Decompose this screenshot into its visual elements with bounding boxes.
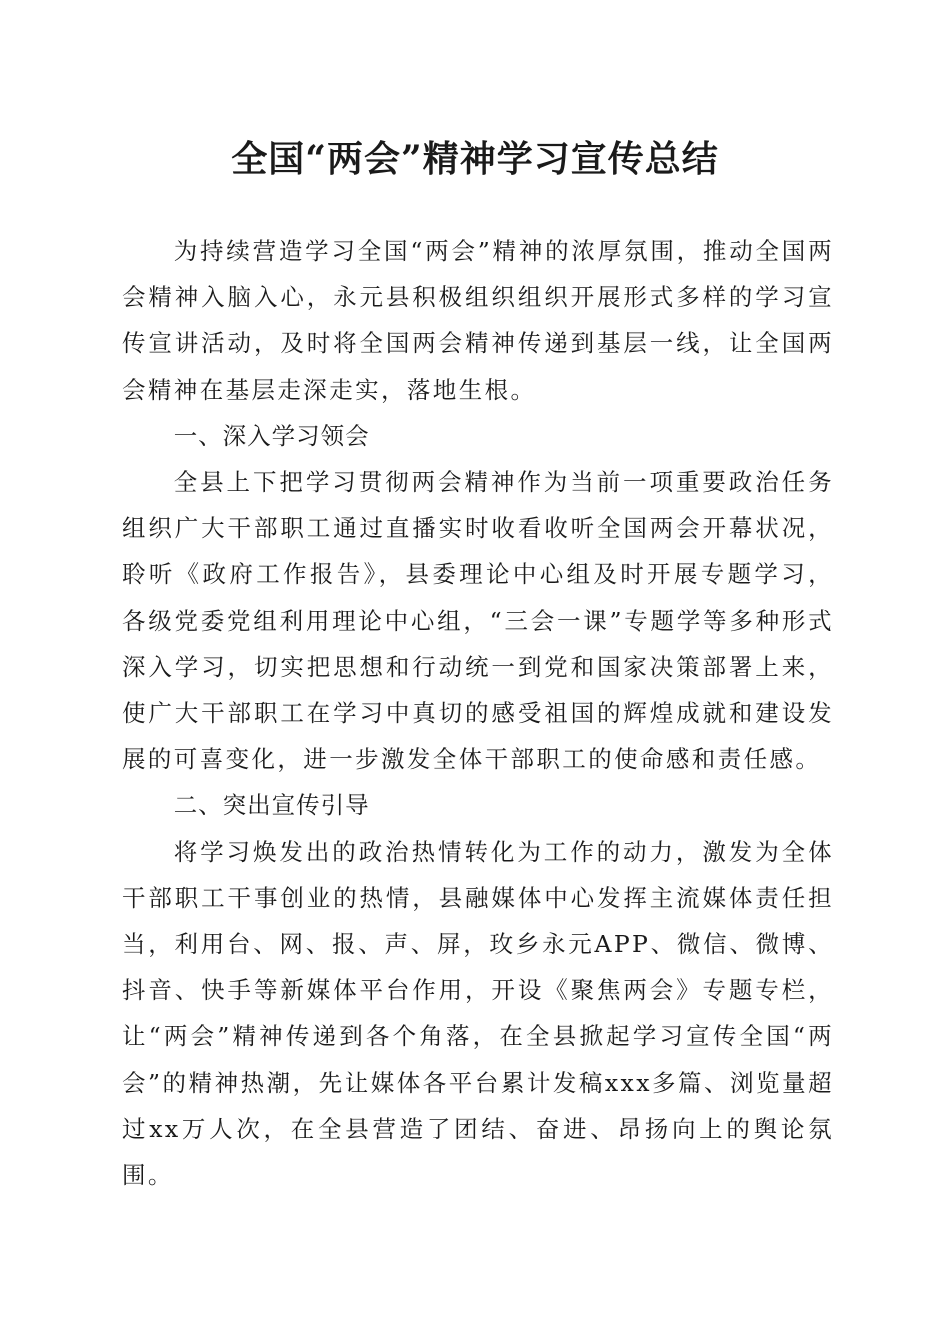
intro-paragraph: 为持续营造学习全国“两会”精神的浓厚氛围，推动全国两会精神入脑入心，永元县积极组织组织开展形式多样的学习宣传宣讲活动，及时将全国两会精神传递到基层一线，让全国两会精神在基层走深走实，落地生根。 (122, 237, 834, 404)
document-title: 全国“两会”精神学习宣传总结 (231, 138, 719, 180)
section-1-heading: 一、深入学习领会 (173, 421, 370, 450)
section-2-heading: 二、突出宣传引导 (173, 791, 370, 820)
section-2-paragraph: 将学习焕发出的政治热情转化为工作的动力，激发为全体干部职工干事创业的热情，县融媒体中心发挥主流媒体责任担当，利用台、网、报、声、屏，玫乡永元APP、微信、微博、抖音、快手等新媒体平台作用，开设《聚焦两会》专题专栏，让“两会”精神传递到各个角落，在全县掀起学习宣传全国“两会”的精神热潮，先让媒体各平台累计发稿xxx多篇、浏览量超过xx万人次，在全县营造了团结、奋进、昂扬向上的舆论氛围。 (122, 837, 834, 1190)
document-body (122, 228, 834, 1198)
section-1-paragraph: 全县上下把学习贯彻两会精神作为当前一项重要政治任务组织广大干部职工通过直播实时收看收听全国两会开幕状况，聆听《政府工作报告》，县委理论中心组及时开展专题学习，各级党委党组利用理论中心组，“三会一课”专题学等多种形式深入学习，切实把思想和行动统一到党和国家决策部署上来，使广大干部职工在学习中真切的感受祖国的辉煌成就和建设发展的可喜变化，进一步激发全体干部职工的使命感和责任感。 (122, 468, 834, 774)
